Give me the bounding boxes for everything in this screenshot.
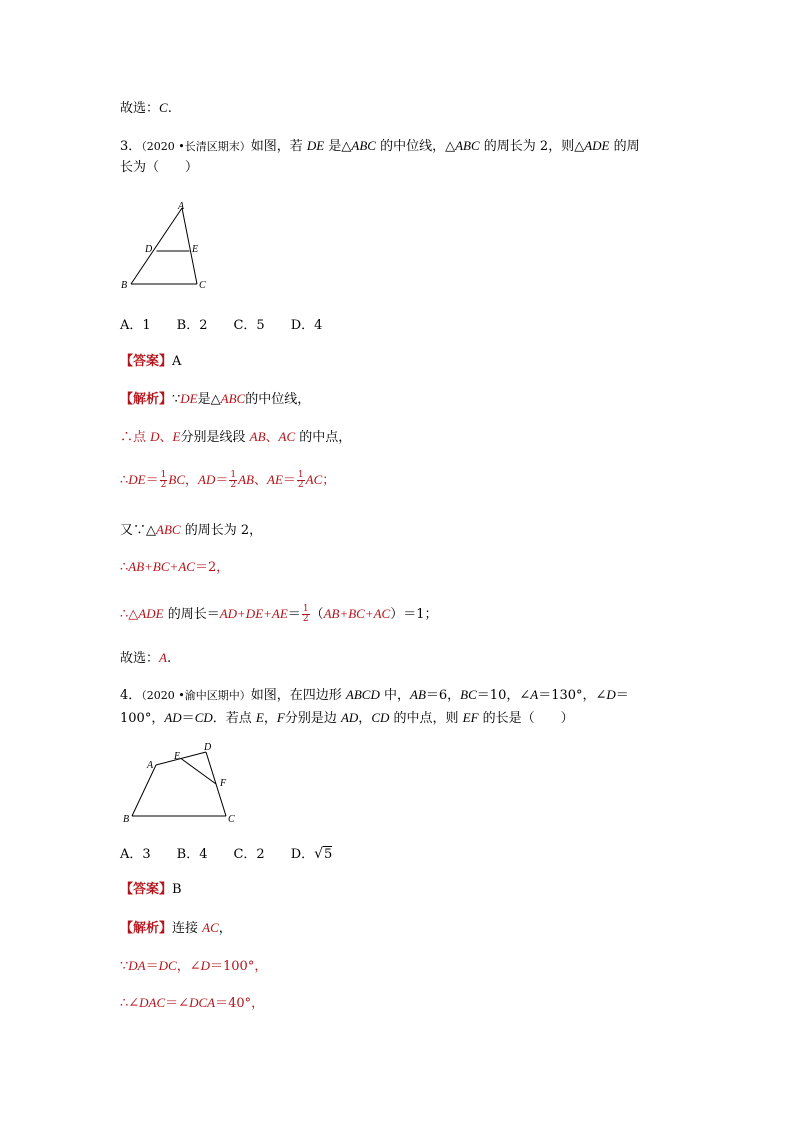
q3-a2-v4: AC	[278, 429, 296, 444]
q4-a2-pre: ∵	[120, 959, 129, 974]
q3-text5: 的周	[609, 139, 640, 154]
q4-var-ab: AB	[410, 687, 426, 702]
q3-a3-eq2: ＝	[215, 473, 229, 488]
prev-answer-line	[120, 98, 172, 119]
q3-analysis-line2	[120, 427, 351, 448]
q3-a3-eq3: ＝	[282, 473, 296, 488]
q4-answer: B	[172, 882, 182, 897]
q4-var-abcd: ABCD	[345, 687, 380, 702]
q3-analysis-line3	[120, 468, 335, 493]
q4-a1-v1: AC	[202, 920, 219, 935]
q4-var-ad2: AD	[340, 710, 359, 725]
q3-a3-c1: ，	[185, 473, 199, 488]
q4-a3-v2: DCA	[189, 995, 216, 1010]
q3-options	[120, 316, 322, 336]
q3-a6-close: ）＝1；	[390, 607, 438, 622]
q4-segment-ef	[181, 759, 216, 785]
q3-a3-frac3-den: 2	[297, 480, 304, 490]
q3-a3-frac2	[229, 471, 237, 490]
q3-a5-post: ＝2，	[194, 560, 230, 575]
q3-a3-end: ；	[322, 473, 336, 488]
q4-l2-t5: 分别是边	[284, 711, 341, 726]
q3-text2: 是△	[324, 139, 352, 154]
q4-l1-t4: ＝10，∠	[476, 688, 531, 703]
q4-stem-line1	[120, 685, 629, 706]
q3-a1-v2: ABC	[220, 391, 246, 406]
q3-a2-pre: ∴点	[120, 430, 151, 445]
q3-var-ade: ADE	[584, 138, 610, 153]
q4-var-a: A	[530, 687, 539, 702]
q4-source: （2020 •渝中区期中）	[141, 689, 251, 702]
q4-l2-t2: ＝	[181, 711, 195, 726]
q3-analysis-line4	[120, 520, 262, 541]
q4-label-c: C	[228, 814, 235, 825]
q3-a3-pre: ∴	[120, 473, 129, 488]
q3-a4-post: 的周长为 2，	[180, 523, 263, 538]
q3-a1-pre: ∵	[172, 392, 181, 407]
q4-a1-post: ，	[218, 921, 232, 936]
q3-final-suffix: .	[166, 651, 172, 666]
q4-a2-eq: ＝	[145, 959, 159, 974]
q3-a6-frac-den: 2	[302, 614, 309, 624]
q4-l2-t3: ．若点	[212, 711, 256, 726]
q4-analysis-line3	[120, 993, 264, 1014]
q4-l1-t2: 中，	[379, 688, 410, 703]
q3-a3-frac2-den: 2	[230, 480, 237, 490]
q4-answer-line	[120, 880, 182, 900]
q3-a2-sep: 、	[159, 430, 173, 445]
q4-a3-pre: ∴∠	[120, 996, 140, 1011]
q3-answer: A	[172, 354, 182, 369]
q4-l2-t1: 100°，	[120, 711, 165, 726]
q4-var-ad: AD	[164, 710, 182, 725]
q3-label-d: D	[145, 244, 153, 255]
q3-number: 3．	[120, 139, 142, 154]
prev-answer-prefix: 故选：	[120, 101, 160, 116]
q4-side-ab	[132, 765, 156, 816]
q3-analysis-line1	[120, 389, 310, 410]
q3-a3-frac1	[160, 471, 168, 490]
q3-stem-line1	[120, 136, 640, 157]
q4-options	[120, 844, 332, 865]
q3-a2-v2: E	[172, 429, 181, 444]
q3-a6-pre: ∴△	[120, 607, 139, 622]
q3-a3-frac1-num: 1	[160, 470, 167, 480]
q3-answer-line	[120, 352, 181, 372]
q4-l1-t1: 如图，在四边形	[250, 688, 346, 703]
q3-label-c: C	[199, 280, 206, 291]
q4-label-e: E	[174, 751, 181, 762]
q3-final-prefix: 故选：	[120, 651, 160, 666]
q3-stem-tail: 长为（ ）	[120, 160, 199, 175]
q4-analysis-line1	[120, 918, 232, 939]
q3-label-a: A	[178, 201, 185, 212]
q3-label-e: E	[192, 244, 199, 255]
q4-l1-t3: ＝6，	[425, 688, 461, 703]
q3-analysis-tag: 【解析】	[120, 392, 173, 407]
q3-options-text: A．1 B．2 C．5 D．4	[120, 318, 323, 333]
q3-label-b: B	[121, 280, 128, 291]
q3-a3-v6: AC	[305, 472, 323, 487]
q4-l2-t6: ，	[358, 711, 372, 726]
q3-a2-post: 的中点，	[295, 430, 352, 445]
q3-a3-v1: DE	[128, 472, 146, 487]
q3-a3-c2: 、	[254, 473, 268, 488]
q4-l2-t7: 的中点，则	[389, 711, 463, 726]
q3-a1-v1: DE	[180, 391, 198, 406]
q3-text4: 的周长为 2，则△	[479, 139, 585, 154]
q3-a6-eq: ＝	[287, 607, 301, 622]
q4-quadrilateral-figure	[118, 738, 248, 828]
q4-analysis-line2	[120, 956, 267, 977]
q4-label-a: A	[147, 760, 154, 771]
q3-final-choice: A	[159, 650, 167, 665]
q4-label-b: B	[123, 814, 130, 825]
q4-var-bc: BC	[460, 687, 477, 702]
q3-a1-mid: 是△	[197, 392, 221, 407]
q3-a3-eq1: ＝	[145, 473, 159, 488]
q3-a3-v3: AD	[198, 472, 216, 487]
q3-answer-tag: 【答案】	[120, 354, 173, 369]
q3-a6-frac-num: 1	[302, 604, 309, 614]
q3-var-abc2: ABC	[455, 138, 480, 153]
q4-var-cd: CD	[194, 710, 213, 725]
q4-label-f: F	[220, 778, 227, 789]
q4-options-text: A．3 B．4 C．2 D．	[120, 847, 315, 862]
q4-stem-line2	[120, 708, 574, 729]
q4-var-ef: EF	[462, 710, 479, 725]
q3-a4-v1: ABC	[156, 522, 181, 537]
q4-l2-t8: 的长是（ ）	[478, 711, 574, 726]
prev-answer-suffix: .	[167, 101, 172, 116]
q3-var-abc: ABC	[351, 138, 376, 153]
q4-analysis-tag: 【解析】	[120, 921, 173, 936]
q3-a3-v5: AE	[267, 472, 283, 487]
q3-a4-pre: 又∵△	[120, 523, 156, 538]
q4-option-d-radicand: 5	[324, 847, 333, 862]
q3-a6-frac	[302, 605, 310, 624]
q4-l2-t4: ，	[263, 711, 277, 726]
q3-a3-v2: BC	[168, 472, 185, 487]
q3-a6-paren: （	[310, 607, 324, 622]
q3-a3-frac3-num: 1	[297, 470, 304, 480]
q4-var-e: E	[255, 710, 264, 725]
q3-a6-expr2: AB+BC+AC	[323, 606, 391, 621]
q3-a2-v3: AB	[249, 429, 266, 444]
q3-a3-frac1-den: 2	[160, 480, 167, 490]
q3-source: （2020 •长清区期末）	[141, 140, 251, 153]
q3-a6-expr: AD+DE+AE	[219, 606, 288, 621]
q4-var-f: F	[276, 710, 285, 725]
q3-a3-frac2-num: 1	[230, 470, 237, 480]
q4-a2-v2: DC	[158, 958, 177, 973]
q3-triangle-figure	[115, 198, 215, 294]
q4-var-cd2: CD	[371, 710, 390, 725]
q4-l1-t5: ＝130°，∠	[538, 688, 607, 703]
q3-a6-v1: ADE	[138, 606, 164, 621]
q4-var-d: D	[606, 687, 616, 702]
sqrt-icon: √	[314, 846, 324, 862]
q3-var-de: DE	[306, 138, 325, 153]
q4-a1-pre: 连接	[172, 921, 203, 936]
q3-a6-mid: 的周长＝	[163, 607, 220, 622]
q4-a2-v3: D	[200, 958, 210, 973]
q4-number: 4．	[120, 688, 142, 703]
q3-a2-mid: 分别是线段	[180, 430, 250, 445]
q4-a3-eq: ＝∠	[165, 996, 190, 1011]
q4-l1-t6: ＝	[615, 688, 629, 703]
q3-a5-expr: AB+BC+AC	[128, 559, 195, 574]
q4-a2-mid: ，∠	[176, 959, 201, 974]
q3-a2-sep2: 、	[265, 430, 279, 445]
q3-text3: 的中位线，△	[375, 139, 456, 154]
q3-a3-frac3	[297, 471, 305, 490]
q3-a1-post: 的中位线，	[245, 392, 311, 407]
q4-label-d: D	[204, 742, 212, 753]
q4-a3-v1: DAC	[139, 995, 166, 1010]
q3-stem-line2	[120, 158, 198, 178]
q3-analysis-line6	[120, 602, 438, 627]
q4-a2-post: ＝100°，	[210, 959, 268, 974]
q4-a3-post: ＝40°，	[215, 996, 265, 1011]
q3-text1: 如图，若	[250, 139, 307, 154]
prev-answer-choice: C	[159, 100, 168, 115]
q3-a5-pre: ∴	[120, 560, 129, 575]
q3-final-line	[120, 648, 171, 669]
q3-analysis-line5	[120, 557, 229, 578]
q4-answer-tag: 【答案】	[120, 882, 173, 897]
q3-side-ab	[131, 208, 182, 284]
q3-a3-v4: AB	[238, 472, 254, 487]
q3-a2-v1: D	[150, 429, 160, 444]
q4-a2-v1: DA	[128, 958, 146, 973]
